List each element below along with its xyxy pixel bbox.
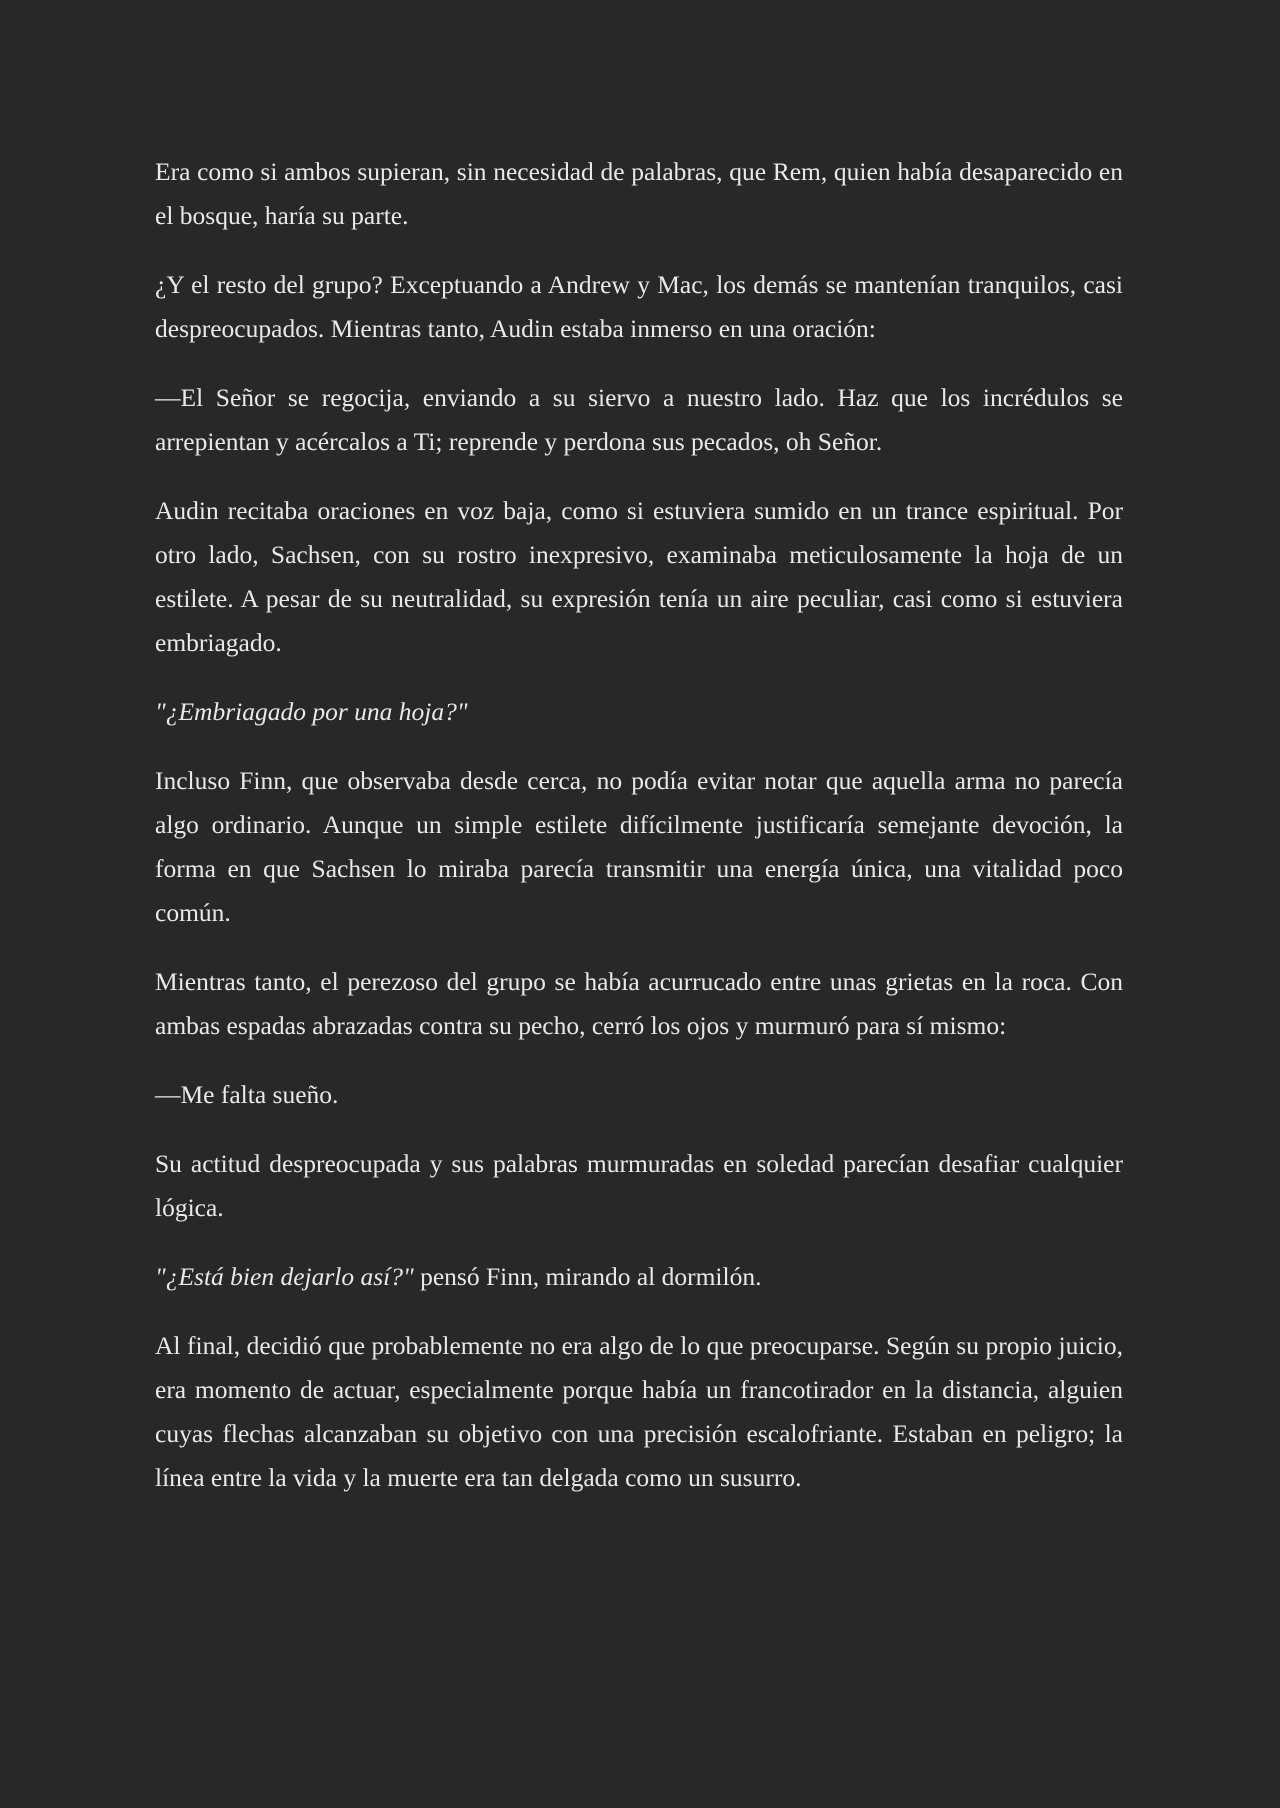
paragraph: Incluso Finn, que observaba desde cerca, no podía evitar notar que aquella arma no parecía algo ordinario. Aunque un simple estilete difícilmente justificaría semejante devoción, la forma en que Sachsen lo miraba parecía transmitir una energía única, una vitalidad poco común.: [155, 766, 1123, 927]
thought-paragraph: [155, 690, 1123, 734]
chapter-text: [155, 150, 1123, 1500]
dialogue-paragraph: —Me falta sueño.: [155, 1080, 339, 1109]
paragraph: Audin recitaba oraciones en voz baja, como si estuviera sumido en un trance espiritual. Por otro lado, Sachsen, con su rostro inexpresivo, examinaba meticulosamente la hoja de un estilete. A pesar de su neutralidad, su expresión tenía un aire peculiar, casi como si estuviera embriagado.: [155, 496, 1123, 657]
narration-text: pensó Finn, mirando al dormilón.: [413, 1262, 762, 1291]
italic-thought: "¿Está bien dejarlo así?": [155, 1262, 414, 1291]
paragraph: Era como si ambos supieran, sin necesidad de palabras, que Rem, quien había desaparecido en el bosque, haría su parte.: [155, 157, 1123, 230]
paragraph: ¿Y el resto del grupo? Exceptuando a Andrew y Mac, los demás se mantenían tranquilos, casi despreocupados. Mientras tanto, Audin estaba inmerso en una oración:: [155, 270, 1123, 343]
dialogue-paragraph: —El Señor se regocija, enviando a su siervo a nuestro lado. Haz que los incrédulos se arrepientan y acércalos a Ti; reprende y perdona sus pecados, oh Señor.: [155, 383, 1123, 456]
italic-thought: "¿Embriagado por una hoja?": [155, 697, 468, 726]
thought-paragraph: [155, 1255, 1123, 1299]
paragraph: Al final, decidió que probablemente no era algo de lo que preocuparse. Según su propio juicio, era momento de actuar, especialmente porque había un francotirador en la distancia, alguien cuyas flechas alcanzaban su objetivo con una precisión escalofriante. Estaban en peligro; la línea entre la vida y la muerte era tan delgada como un susurro.: [155, 1331, 1123, 1492]
paragraph: Mientras tanto, el perezoso del grupo se había acurrucado entre unas grietas en la roca. Con ambas espadas abrazadas contra su pecho, cerró los ojos y murmuró para sí mismo:: [155, 967, 1123, 1040]
paragraph: Su actitud despreocupada y sus palabras murmuradas en soledad parecían desafiar cualquier lógica.: [155, 1149, 1123, 1222]
